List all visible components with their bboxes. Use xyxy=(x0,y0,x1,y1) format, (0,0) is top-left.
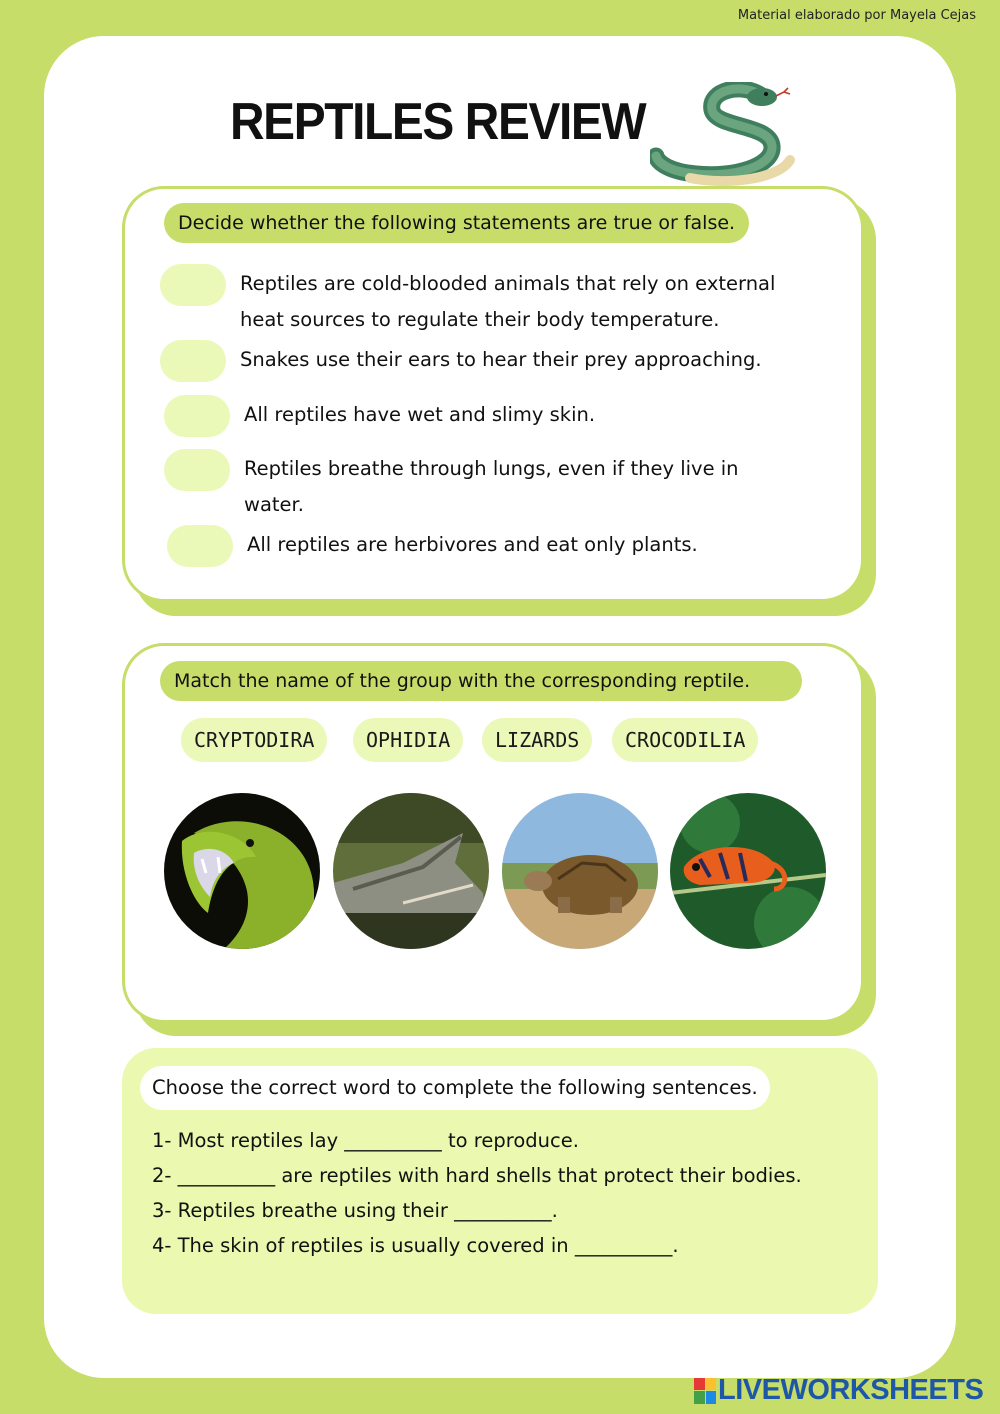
brand-logo[interactable] xyxy=(694,1374,983,1407)
statement-text: Reptiles breathe through lungs, even if they live in water. xyxy=(244,457,739,516)
brand-name: LIVEWORKSHEETS xyxy=(718,1374,984,1406)
statement-row xyxy=(167,525,807,567)
group-tag-lizards[interactable]: LIZARDS xyxy=(482,718,592,762)
fill-in-heading: Choose the correct word to complete the following sentences. xyxy=(140,1066,770,1110)
statement-text: All reptiles have wet and slimy skin. xyxy=(244,403,596,426)
group-tag-crocodilia[interactable]: CROCODILIA xyxy=(612,718,758,762)
answer-box[interactable] xyxy=(160,264,226,306)
group-tag-ophidia[interactable]: OPHIDIA xyxy=(353,718,463,762)
statement-text: Snakes use their ears to hear their prey approaching. xyxy=(240,348,762,371)
statement-row xyxy=(160,264,800,338)
statement-text: Reptiles are cold-blooded animals that rely on external heat sources to regulate their body temperature. xyxy=(240,272,776,331)
chameleon-photo[interactable] xyxy=(670,793,826,949)
answer-box[interactable] xyxy=(167,525,233,567)
fill-in-sentence[interactable]: 2- __________ are reptiles with hard shells that protect their bodies. xyxy=(152,1164,802,1187)
statement-row xyxy=(164,449,784,523)
match-heading: Match the name of the group with the corresponding reptile. xyxy=(160,661,802,701)
snake-illustration xyxy=(650,82,800,197)
crocodile-photo[interactable] xyxy=(333,793,489,949)
answer-box[interactable] xyxy=(160,340,226,382)
tortoise-photo[interactable] xyxy=(502,793,658,949)
author-credit: Material elaborado por Mayela Cejas xyxy=(737,8,976,23)
fill-in-sentence[interactable]: 4- The skin of reptiles is usually covered in __________. xyxy=(152,1234,679,1257)
statement-row xyxy=(160,340,800,382)
answer-box[interactable] xyxy=(164,449,230,491)
snake-photo[interactable] xyxy=(164,793,320,949)
page-title: REPTILES REVIEW xyxy=(230,93,646,151)
fill-in-sentence[interactable]: 1- Most reptiles lay __________ to reproduce. xyxy=(152,1129,579,1152)
statement-row xyxy=(164,395,804,437)
statement-text: All reptiles are herbivores and eat only plants. xyxy=(247,533,698,556)
fill-in-sentence[interactable]: 3- Reptiles breathe using their __________. xyxy=(152,1199,558,1222)
true-false-heading: Decide whether the following statements are true or false. xyxy=(164,203,749,243)
brand-icon xyxy=(694,1378,716,1404)
group-tag-cryptodira[interactable]: CRYPTODIRA xyxy=(181,718,327,762)
answer-box[interactable] xyxy=(164,395,230,437)
